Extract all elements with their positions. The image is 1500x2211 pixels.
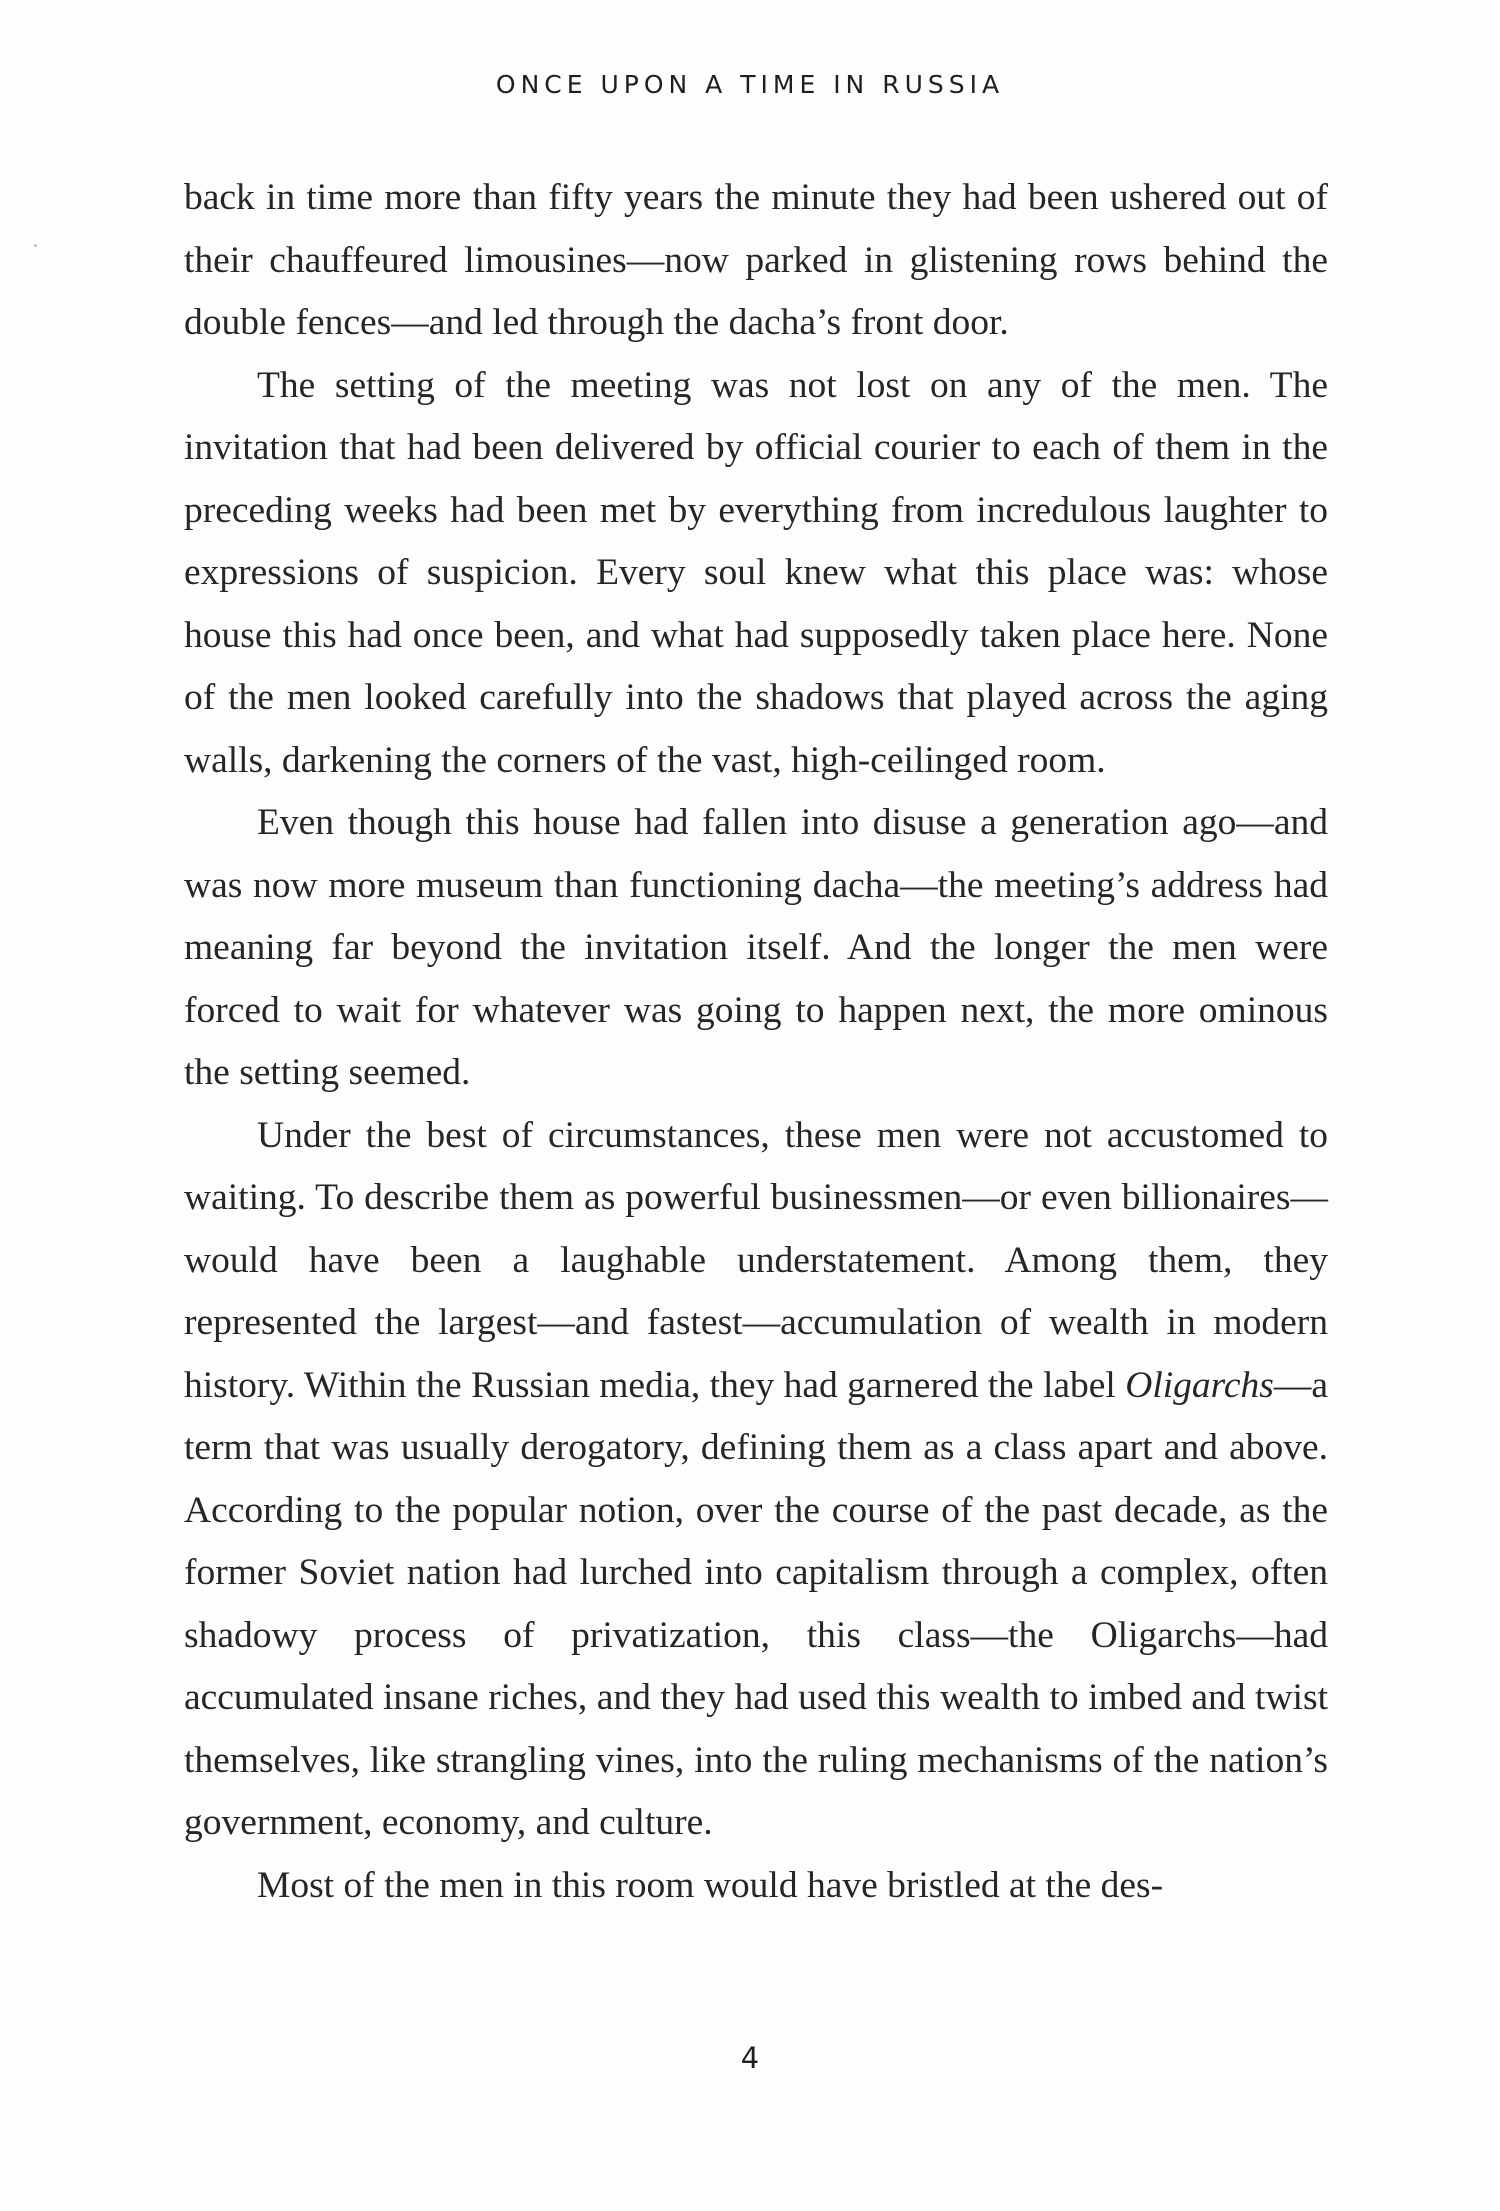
paragraph: Under the best of circumstances, these men were not accustomed to waiting. To describe them as powerful businessmen—or even billionaires—would have been a laughable understatement. Among them, they represented the largest—and fastest—accumulation of wealth in modern history. Within the Russian media, they had garnered the label Oligarchs—a term that was usually derogatory, defining them as a class apart and above. According to the popular notion, over the course of the past decade, as the former Soviet nation had lurched into capitalism through a complex, often shadowy process of privatization, this class—the Oligarchs—had accumulated insane riches, and they had used this wealth to imbed and twist themselves, like strangling vines, into the ruling mechanisms of the nation’s government, economy, and culture. [184, 1114, 1328, 1843]
italic-term: Oligarchs [1125, 1364, 1274, 1406]
paragraph: Even though this house had fallen into disuse a generation ago—and was now more museum than functioning dacha—the meeting’s address had meaning far beyond the invitation itself. And the longer the men were forced to wait for whatever was going to happen next, the more ominous the setting seemed. [184, 802, 1328, 1093]
paper-speck [34, 244, 37, 247]
body-text [184, 167, 1328, 1917]
page-number: 4 [740, 2041, 760, 2075]
paragraph: The setting of the meeting was not lost on any of the men. The invitation that had been delivered by official courier to each of them in the preceding weeks had been met by everything from incredulous laughter to expressions of suspicion. Every soul knew what this place was: whose house this had once been, and what had supposedly taken place here. None of the men looked carefully into the shadows that played across the aging walls, darkening the corners of the vast, high-ceilinged room. [184, 364, 1328, 781]
paragraph: Most of the men in this room would have bristled at the des- [257, 1864, 1164, 1906]
paragraph: back in time more than fifty years the minute they had been ushered out of their chauffeured limousines—now parked in glistening rows behind the double fences—and led through the dacha’s front door. [184, 177, 1328, 343]
running-head: ONCE UPON A TIME IN RUSSIA [495, 70, 1005, 99]
